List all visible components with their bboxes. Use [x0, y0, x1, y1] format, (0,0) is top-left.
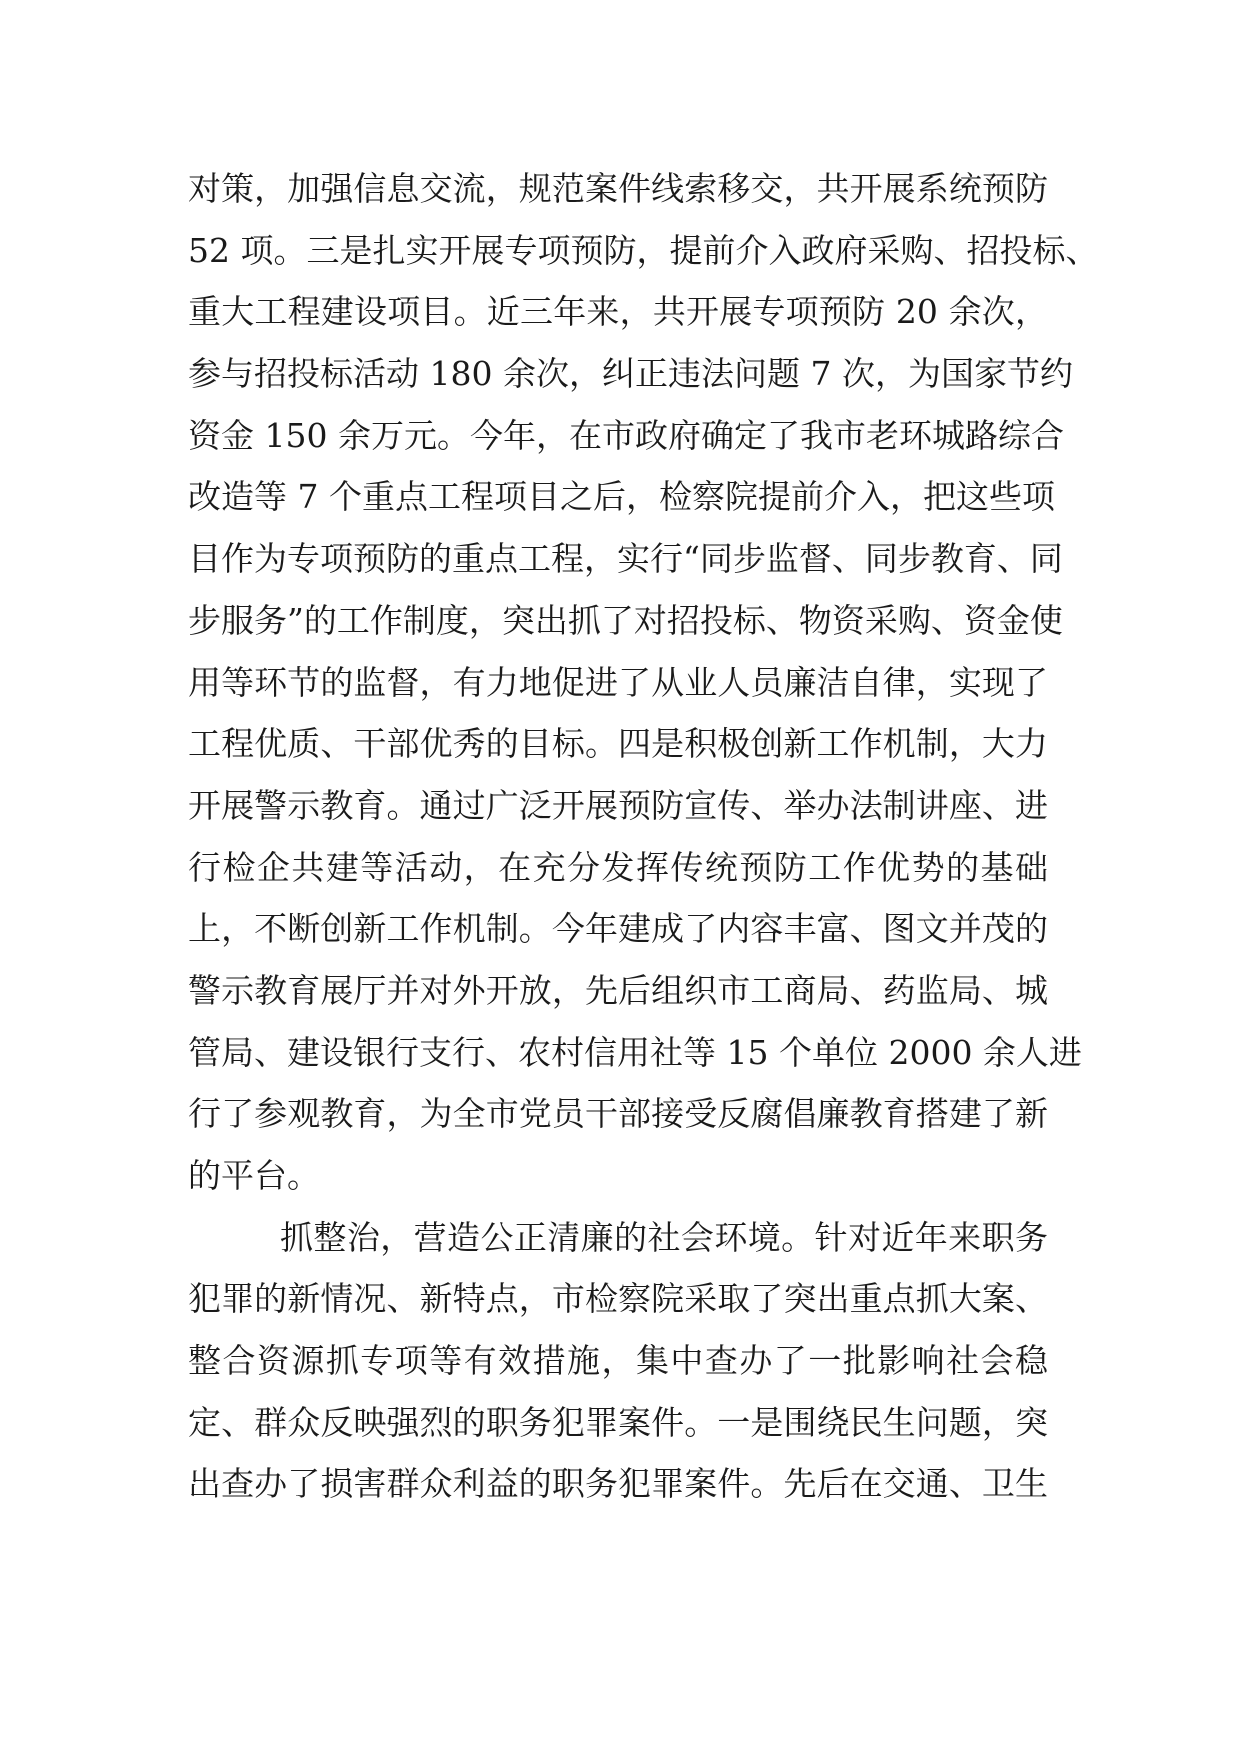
paragraph-1-line-5: 资金 150 余万元。今年，在市政府确定了我市老环城路综合 [188, 415, 1064, 455]
paragraph-1-line-12: 行检企共建等活动，在充分发挥传统预防工作优势的基础 [188, 847, 1048, 887]
paragraph-2-line-3: 整合资源抓专项等有效措施，集中查办了一批影响社会稳 [188, 1341, 1048, 1381]
paragraph-1-line-17: 的平台。 [188, 1156, 320, 1195]
paragraph-1-line-3: 重大工程建设项目。近三年来，共开展专项预防 20 余次， [188, 292, 1048, 332]
paragraph-1-line-7: 目作为专项预防的重点工程，实行“同步监督、同步教育、同 [188, 539, 1063, 579]
paragraph-2-line-4: 定、群众反映强烈的职务犯罪案件。一是围绕民生问题，突 [188, 1402, 1048, 1442]
paragraph-1-line-8: 步服务”的工作制度，突出抓了对招投标、物资采购、资金使 [188, 600, 1063, 640]
paragraph-2-line-1: 抓整治，营造公正清廉的社会环境。针对近年来职务 [280, 1217, 1048, 1257]
paragraph-2-line-2: 犯罪的新情况、新特点，市检察院采取了突出重点抓大案、 [188, 1279, 1048, 1319]
document-body [188, 158, 1099, 1515]
paragraph-1-line-13: 上，不断创新工作机制。今年建成了内容丰富、图文并茂的 [188, 909, 1048, 949]
paragraph-1-line-16: 行了参观教育，为全市党员干部接受反腐倡廉教育搭建了新 [188, 1094, 1048, 1134]
paragraph-1-line-11: 开展警示教育。通过广泛开展预防宣传、举办法制讲座、进 [188, 785, 1048, 825]
paragraph-1-line-1: 对策，加强信息交流，规范案件线索移交，共开展系统预防 [188, 169, 1048, 208]
paragraph-1-line-15: 管局、建设银行支行、农村信用社等 15 个单位 2000 余人进 [188, 1032, 1082, 1072]
paragraph-1-line-14: 警示教育展厅并对外开放，先后组织市工商局、药监局、城 [188, 970, 1048, 1010]
paragraph-1-line-2: 52 项。三是扎实开展专项预防，提前介入政府采购、招投标、 [188, 230, 1099, 270]
paragraph-1-line-10: 工程优质、干部优秀的目标。四是积极创新工作机制，大力 [188, 724, 1048, 764]
paragraph-2-line-5: 出查办了损害群众利益的职务犯罪案件。先后在交通、卫生 [188, 1464, 1048, 1504]
paragraph-1-line-6: 改造等 7 个重点工程项目之后，检察院提前介入，把这些项 [188, 477, 1055, 517]
paragraph-1-line-9: 用等环节的监督，有力地促进了从业人员廉洁自律，实现了 [188, 662, 1048, 702]
paragraph-1-line-4: 参与招投标活动 180 余次，纠正违法问题 7 次，为国家节约 [188, 354, 1073, 394]
